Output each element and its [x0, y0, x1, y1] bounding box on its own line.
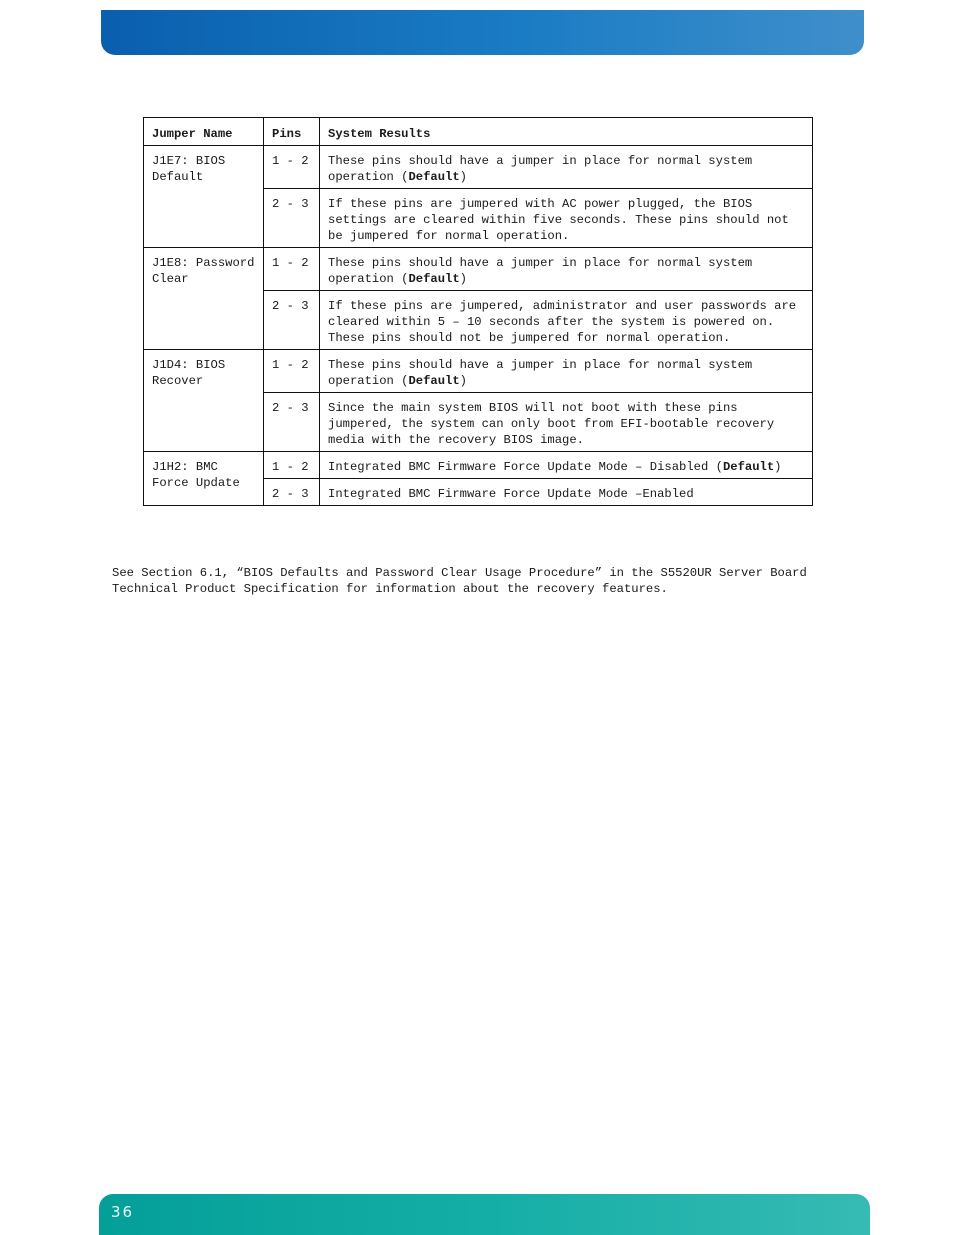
- table-row: [144, 146, 813, 189]
- table-header-row: [144, 118, 813, 146]
- result-cell: Integrated BMC Firmware Force Update Mode – Disabled (Default): [320, 452, 813, 479]
- pins-cell: 2 - 3: [264, 393, 320, 452]
- default-label: Default: [408, 272, 460, 286]
- result-cell: Since the main system BIOS will not boot with these pins jumpered, the system can only boot from EFI-bootable recovery media with the recovery BIOS image.: [320, 393, 813, 452]
- table-row: [144, 350, 813, 393]
- jumper-name-cell: J1D4: BIOS Recover: [144, 350, 264, 452]
- result-cell: These pins should have a jumper in place for normal system operation (Default): [320, 146, 813, 189]
- result-cell: If these pins are jumpered, administrator and user passwords are cleared within 5 – 10 seconds after the system is powered on. These pins should not be jumpered for normal operation.: [320, 291, 813, 350]
- table-row: [144, 452, 813, 479]
- header-jumper-name: Jumper Name: [144, 118, 264, 146]
- jumper-name-cell: J1E8: Password Clear: [144, 248, 264, 350]
- result-cell: If these pins are jumpered with AC power plugged, the BIOS settings are cleared within five seconds. These pins should not be jumpered for normal operation.: [320, 189, 813, 248]
- pins-cell: 2 - 3: [264, 189, 320, 248]
- header-band: [101, 10, 864, 55]
- pins-cell: 2 - 3: [264, 479, 320, 506]
- jumper-name-cell: J1E7: BIOS Default: [144, 146, 264, 248]
- default-label: Default: [408, 170, 460, 184]
- pins-cell: 1 - 2: [264, 452, 320, 479]
- reference-note: See Section 6.1, “BIOS Defaults and Password Clear Usage Procedure” in the S5520UR Server Board Technical Product Specification for information about the recovery features.: [112, 566, 807, 596]
- default-label: Default: [722, 460, 775, 474]
- result-cell: These pins should have a jumper in place for normal system operation (Default): [320, 350, 813, 393]
- footer-band: [99, 1194, 870, 1235]
- pins-cell: 1 - 2: [264, 350, 320, 393]
- header-system-results: System Results: [320, 118, 813, 146]
- pins-cell: 1 - 2: [264, 146, 320, 189]
- header-pins: Pins: [264, 118, 320, 146]
- default-label: Default: [408, 374, 460, 388]
- jumper-name-cell: J1H2: BMC Force Update: [144, 452, 264, 506]
- pins-cell: 1 - 2: [264, 248, 320, 291]
- pins-cell: 2 - 3: [264, 291, 320, 350]
- result-cell: Integrated BMC Firmware Force Update Mode –Enabled: [320, 479, 813, 506]
- result-cell: These pins should have a jumper in place for normal system operation (Default): [320, 248, 813, 291]
- table-row: [144, 248, 813, 291]
- jumper-table: [143, 117, 813, 506]
- page-number: 36: [111, 1203, 135, 1221]
